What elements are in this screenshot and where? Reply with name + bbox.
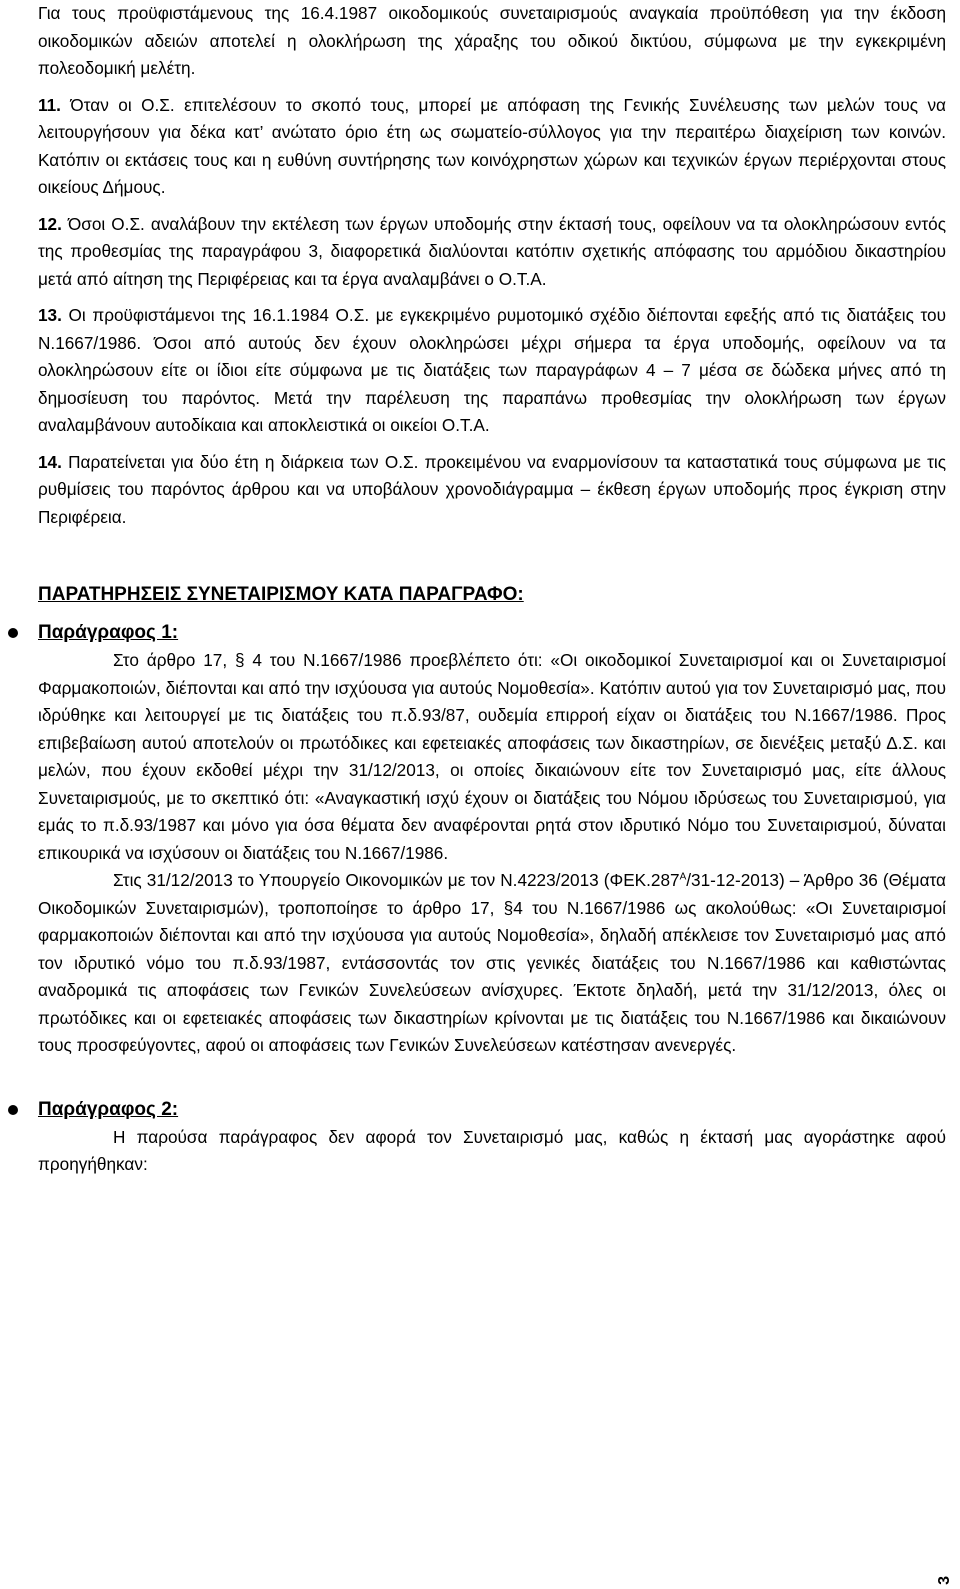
- bullet-icon: [8, 1105, 18, 1115]
- section2-paragraph-1: Η παρούσα παράγραφος δεν αφορά τον Συνεταιρισμό μας, καθώς η έκτασή μας αγοράστηκε αφού προηγήθηκαν:: [38, 1126, 946, 1174]
- section-paragraph-1: [38, 619, 946, 647]
- page-number: 3: [936, 1576, 953, 1585]
- bullet-icon: [8, 628, 18, 638]
- intro-paragraph: Για τους προϋφιστάμενους της 16.4.1987 οικοδομικούς συνεταιρισμούς αναγκαία προϋπόθεση για την έκδοση οικοδομικών αδειών αποτελεί η ολοκλήρωση της χάραξης του οδικού δικτύου, σύμφωνα με την εγκεκριμένη πολεοδομική μελέτη.: [38, 3, 946, 78]
- section1-paragraph-2: Στις 31/12/2013 το Υπουργείο Οικονομικών με τον Ν.4223/2013 $(\Phi EK.287^A/31-12-2013)$ – Άρθρο 36 (Θέματα Οικοδομικών Συνεταιρισμών), τροποποίησε το άρθρο 17, §4 του Ν.1667/1986 ως ακολούθως: «Οι Συνεταιρισμοί φαρμακοποιών διέπονται και από την ισχύουσα για αυτούς Νομοθεσία», δηλαδή απέκλεισε τον Συνεταιρισμό μας από τον ιδρυτικό νόμο του π.δ.93/1987, εντάσσοντάς τον στις γενικές διατάξεις του Ν.1667/1986 και καθιστώντας αναδρομικά τις αποφάσεις των Γενικών Συνελεύσεων ανίσχυρες. Έκτοτε δηλαδή, μετά την 31/12/2013, όλες οι πρωτόδικες και οι εφετειακές αποφάσεις των δικαστηρίων κρίνονται με τις διατάξεις του Ν.1667/1986 και δικαιώνουν τους προσφεύγοντες, αφού οι αποφάσεις των Γενικών Συνελεύσεων κατέστησαν ανενεργές.: [38, 870, 946, 1055]
- section1-paragraph-1: Στο άρθρο 17, § 4 του Ν.1667/1986 προεβλέπετο ότι: «Οι οικοδομικοί Συνεταιρισμοί και οι Συνεταιρισμοί Φαρμακοποιών, διέπονται και από την ισχύουσα για αυτούς Νομοθεσία». Κατόπιν αυτού για τον Συνεταιρισμό μας, που ιδρύθηκε και λειτουργεί με τις διατάξεις του π.δ.93/87, ουδεμία επιρροή είχαν οι διατάξεις του Ν.1667/1986. Προς επιβεβαίωση αυτού αποτελούν οι πρωτόδικες και εφετειακές αποφάσεις των δικαστηρίων, σε διενέξεις μεταξύ Δ.Σ. και μελών, που έχουν εκδοθεί μέχρι την 31/12/2013, οι οποίες δικαιώνουν είτε τον Συνεταιρισμό μας, είτε άλλους Συνεταιρισμούς, με το σκεπτικό ότι: «Αναγκαστική ισχύ έχουν οι διατάξεις του Νόμου ιδρύσεως του Συνεταιρισμού, για εμάς το π.δ.93/1987 και μόνο για όσα θέματα δεν αναφέρονται ρητά στον ιδρυτικό Νόμο του Συνεταιρισμού, δύναται επικουρικά να ισχύσουν οι διατάξεις του Ν.1667/1986.: [38, 650, 946, 863]
- item-12: [38, 211, 946, 294]
- item-text: Όταν οι Ο.Σ. επιτελέσουν το σκοπό τους, μπορεί με απόφαση της Γενικής Συνέλευσης των μελών τους να λειτουργήσουν για δέκα κατ’ ανώτατο όριο έτη ως σωματείο-σύλλογος για την περαιτέρω διαχείριση των κοινών. Κατόπιν οι εκτάσεις τους και η ευθύνη συντήρησης των κοινόχρηστων χώρων και τεχνικών έργων περιέρχονται στους οικείους Δήμους.: [38, 94, 946, 197]
- item-number: 11.: [38, 94, 61, 115]
- item-number: 13.: [38, 305, 62, 325]
- item-11: [38, 92, 946, 202]
- section-heading: ΠΑΡΑΤΗΡΗΣΕΙΣ ΣΥΝΕΤΑΙΡΙΣΜΟΥ ΚΑΤΑ ΠΑΡΑΓΡΑΦΟ:: [38, 584, 524, 605]
- item-number: 12.: [38, 213, 62, 234]
- item-14: [38, 449, 946, 532]
- item-text: Όσοι Ο.Σ. αναλάβουν την εκτέλεση των έργων υποδομής στην έκτασή τους, οφείλουν να τα ολοκληρώσουν εντός της προθεσμίας της παραγράφου 3, διαφορετικά διαλύονται κατόπιν σχετικής απόφασης του αρμόδιου δικαστηρίου μετά από αίτηση της Περιφέρειας και τα έργα αναλαμβάνει ο Ο.Τ.Α.: [38, 213, 946, 289]
- section-paragraph-2: [38, 1096, 946, 1124]
- section-title: Παράγραφος 1:: [38, 622, 179, 643]
- item-text: Οι προϋφιστάμενοι της 16.1.1984 Ο.Σ. με εγκεκριμένο ρυμοτομικό σχέδιο διέπονται εφεξής από τις διατάξεις του Ν.1667/1986. Όσοι από αυτούς δεν έχουν ολοκληρώσει μέχρι σήμερα τα έργα υποδομής, οφείλουν να τα ολοκληρώσουν είτε οι ίδιοι είτε σύμφωνα με τις διατάξεις των παραγράφων 4 – 7 μέσα σε δώδεκα μήνες από τη δημοσίευση του παρόντος. Μετά την παρέλευση της παραπάνω προθεσμίας την ολοκλήρωση των έργων αναλαμβάνουν αυτοδίκαια και αποκλειστικά οι οικείοι Ο.Τ.Α.: [38, 305, 946, 435]
- item-text: Παρατείνεται για δύο έτη η διάρκεια των Ο.Σ. προκειμένου να εναρμονίσουν τα καταστατικά τους σύμφωνα με τις ρυθμίσεις του παρόντος άρθρου και να υποβάλουν χρονοδιάγραμμα – έκθεση έργων υποδομής προς έγκριση στην Περιφέρεια.: [38, 451, 946, 527]
- document-page: [38, 0, 946, 1179]
- item-number: 14.: [38, 451, 62, 472]
- item-13: [38, 302, 946, 440]
- section-title: Παράγραφος 2:: [38, 1098, 179, 1120]
